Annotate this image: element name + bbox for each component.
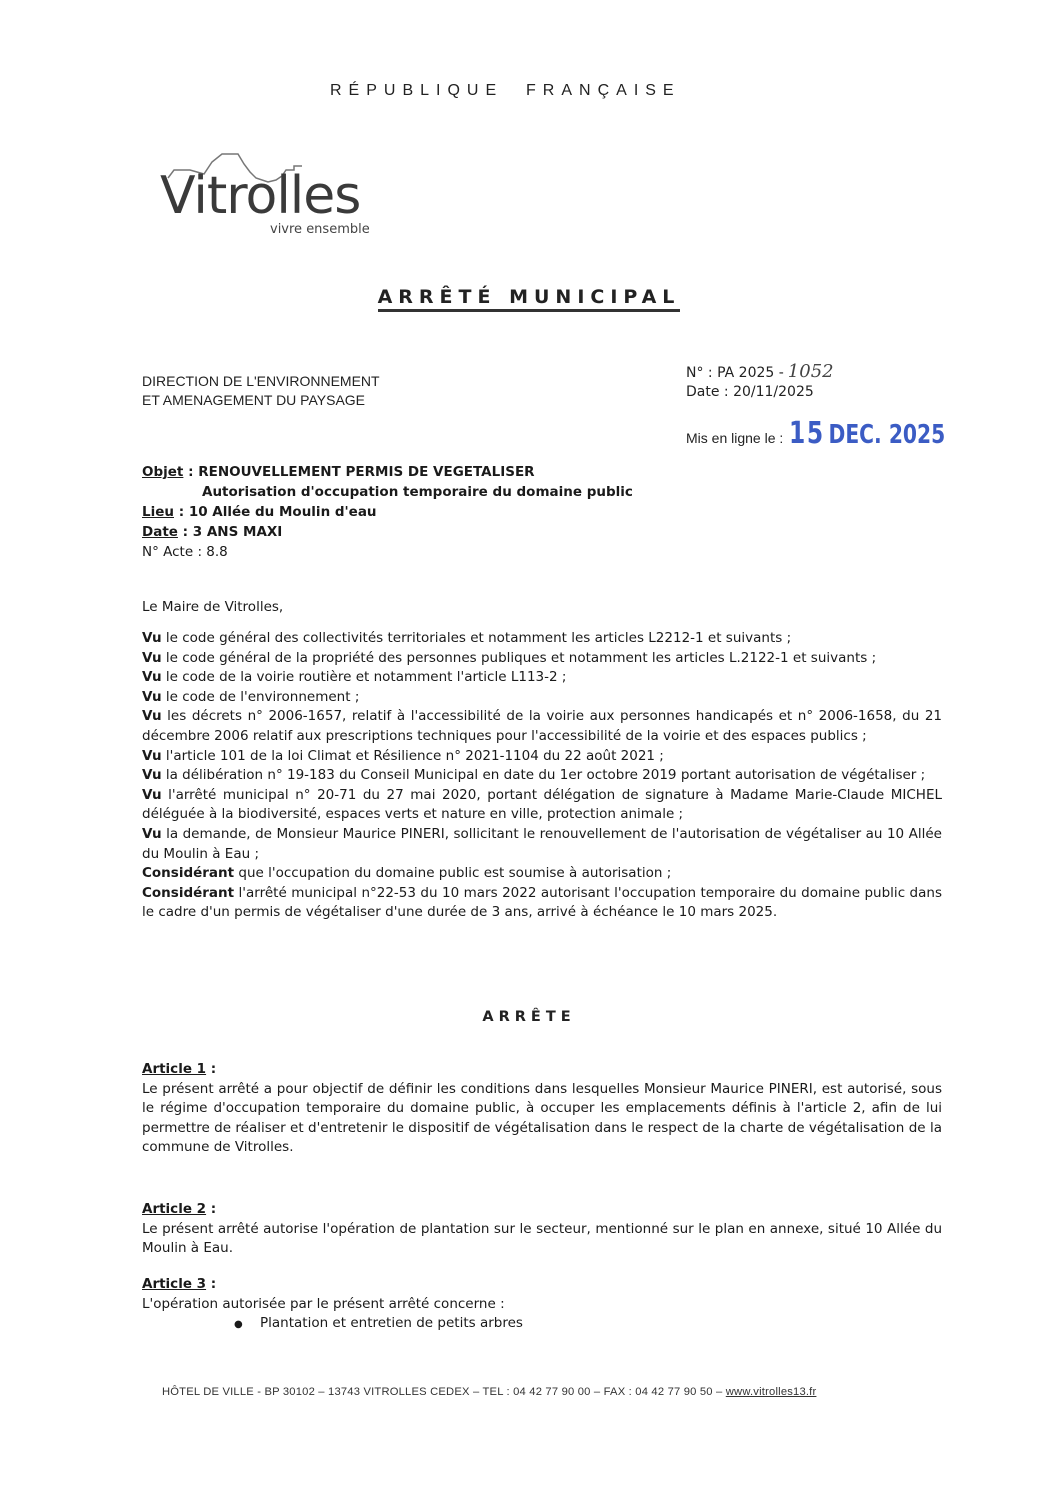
consideration-item: Vu l'arrêté municipal n° 20-71 du 27 mai 2020, portant délégation de signature à Madame Marie-Claude MICHEL déléguée à la biodiversité, espaces verts et nature en ville, protection animale ; [142,786,942,823]
footer-contact: HÔTEL DE VILLE - BP 30102 – 13743 VITROLLES CEDEX – TEL : 04 42 77 90 00 – FAX : 04 42 77 90 50 – www.vitrolles13.fr [162,1386,817,1398]
article-3: Article 3 : L'opération autorisée par le présent arrêté concerne : ● Plantation et entretien de petits arbres [142,1275,942,1335]
arrete-heading: ARRÊTE [482,1009,576,1025]
website-link[interactable]: www.vitrolles13.fr [725,1386,817,1398]
consideration-item: Vu le code de l'environnement ; [142,688,360,705]
consideration-item: Vu le code de la voirie routière et notamment l'article L113-2 ; [142,669,567,686]
consideration-item: Considérant que l'occupation du domaine public est soumise à autorisation ; [142,865,672,882]
list-item: ● Plantation et entretien de petits arbres [142,1314,942,1335]
consideration-item: Vu la délibération n° 19-183 du Conseil Municipal en date du 1er octobre 2019 portant autorisation de végétaliser ; [142,767,926,784]
mayor-intro: Le Maire de Vitrolles, [142,599,284,615]
subject-block: Objet : RENOUVELLEMENT PERMIS DE VEGETALISER Autorisation d'occupation temporaire du domaine public Lieu : 10 Allée du Moulin d'eau Date : 3 ANS MAXI N° Acte : 8.8 [142,464,633,560]
consideration-item: Vu le code général de la propriété des personnes publiques et notamment les articles L.2122-1 et suivants ; [142,649,877,666]
online-date: Mis en ligne le : 15 DEC. 2025 [686,416,946,451]
article-2: Article 2 : Le présent arrêté autorise l'opération de plantation sur le secteur, mentionné sur le plan en annexe, situé 10 Allée du Moulin à Eau. [142,1201,942,1257]
consideration-item: Vu le code général des collectivités territoriales et notamment les articles L2212-1 et suivants ; [142,630,792,646]
handwritten-number: 1052 [787,361,834,382]
consideration-item: Vu l'article 101 de la loi Climat et Résilience n° 2021-1104 du 22 août 2021 ; [142,747,664,764]
date-stamp: 15 DEC. 2025 [789,416,946,451]
reference-block [686,362,834,402]
consideration-item: Vu les décrets n° 2006-1657, relatif à l'accessibilité de la voirie aux personnes handicapés et n° 2006-1658, du 21 décembre 2006 relatif aux prescriptions techniques pour l'accessibilité de la voirie et des espaces publics ; [142,708,942,744]
reference-date: Date : 20/11/2025 [686,384,814,400]
republique-francaise-header: RÉPUBLIQUE FRANÇAISE [330,82,681,99]
logo-wordmark: Vitrolles [160,166,361,226]
vitrolles-logo [160,148,400,243]
consideration-item: Vu la demande, de Monsieur Maurice PINERI, sollicitant le renouvellement de l'autorisation de végétaliser au 10 Allée du Moulin à Eau ; [142,825,942,862]
logo-tagline: vivre ensemble [270,222,370,237]
document-title: ARRÊTÉ MUNICIPAL [0,286,1058,308]
reference-number: N° : PA 2025 - 1052 [686,361,834,382]
issuing-department: DIRECTION DE L'ENVIRONNEMENT ET AMENAGEMENT DU PAYSAGE [142,373,380,408]
article-1: Article 1 : Le présent arrêté a pour objectif de définir les conditions dans lesquelles Monsieur Maurice PINERI, est autorisé, sous le régime d'occupation temporaire du domaine public, à occuper les emplacements définis à l'article 2, afin de lui permettre de réaliser et d'entretenir le dispositif de végétalisation dans le respect de la charte de végétalisation de la commune de Vitrolles. [142,1061,942,1156]
considerations-list [142,629,942,923]
bullet-icon: ● [234,1319,243,1331]
consideration-item: Considérant l'arrêté municipal n°22-53 du 10 mars 2022 autorisant l'occupation temporaire du domaine public dans le cadre d'un permis de végétaliser d'une durée de 3 ans, arrivé à échéance le 10 mars 2025. [142,884,942,921]
